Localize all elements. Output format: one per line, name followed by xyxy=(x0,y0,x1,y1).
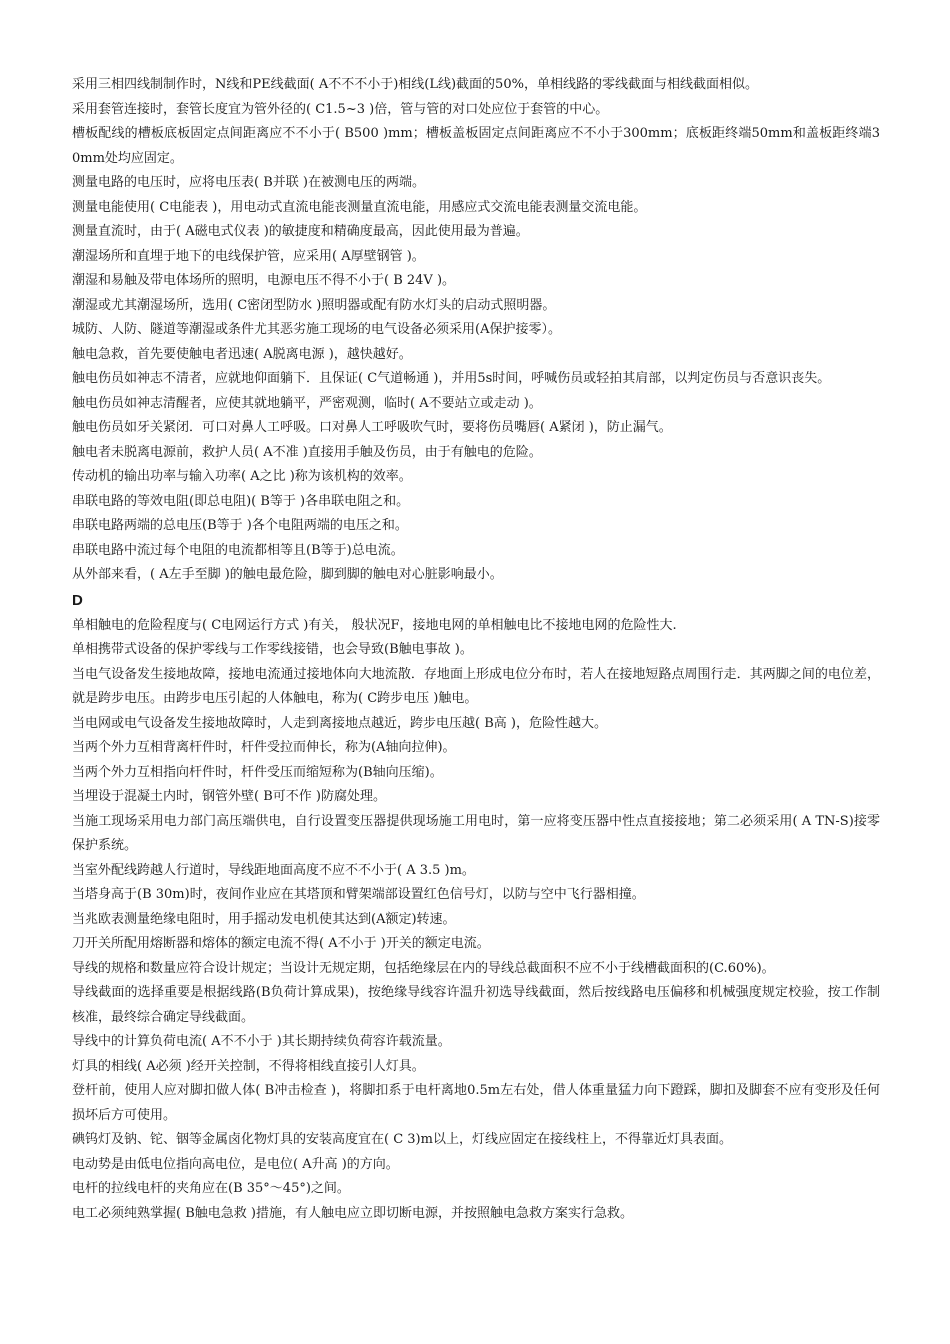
question-line: 当兆欧表测量绝缘电阻时，用手摇动发电机使其达到(A额定)转速。 xyxy=(72,911,456,927)
question-line: 电工必须纯熟掌握( B触电急救 )措施，有人触电应立即切断电源，并按照触电急救方案实行急救。 xyxy=(72,1205,633,1221)
question-line: 传动机的输出功率与输入功率( A之比 )称为该机构的效率。 xyxy=(72,469,412,484)
question-line: 单相触电的危险程度与( C电网运行方式 )有关， 般状况F，接地电网的单相触电比不接地电网的危险性大. xyxy=(72,617,677,633)
question-line: 测量电路的电压时，应将电压表( B并联 )在被测电压的两端。 xyxy=(72,175,425,190)
question-line: 采用三相四线制制作时，N线和PE线截面( A不不不小于)相线(L线)截面的50%，单相线路的零线截面与相线截面相似。 xyxy=(72,77,758,92)
question-line: 测量直流时，由于( A磁电式仪表 )的敏捷度和精确度最高，因此使用最为普遍。 xyxy=(72,224,529,239)
question-line: 导线截面的选择重要是根据线路(B负荷计算成果)，按绝缘导线容许温升初选导线截面，然后按线路电压偏移和机械强度规定校验，按工作制核准，最终综合确定导线截面。 xyxy=(72,985,880,1025)
question-line: 当两个外力互相指向杆件时，杆件受压而缩短称为(B轴向压缩)。 xyxy=(72,764,443,780)
question-line: 当埋设于混凝土内时，钢管外壁( B可不作 )防腐处理。 xyxy=(72,789,386,804)
question-line: 触电者未脱离电源前，救护人员( A不准 )直接用手触及伤员，由于有触电的危险。 xyxy=(72,444,542,460)
question-line: 单相携带式设备的保护零线与工作零线接错，也会导致(B触电事故 )。 xyxy=(72,642,473,657)
question-line: 城防、人防、隧道等潮湿或条件尤其恶劣施工现场的电气设备必须采用(A保护接零）。 xyxy=(72,322,561,337)
question-line: 从外部来看，( A左手至脚 )的触电最危险，脚到脚的触电对心脏影响最小。 xyxy=(72,567,503,582)
question-line: 碘钨灯及钠、铊、铟等金属卤化物灯具的安装高度宜在( C 3)m以上，灯线应固定在接线柱上，不得靠近灯具表面。 xyxy=(72,1132,732,1147)
question-line: 触电伤员如神志不清者，应就地仰面躺下．且保证( C气道畅通 )，并用5s时间，呼喊伤员或轻拍其肩部，以判定伤员与否意识丧失。 xyxy=(72,371,831,386)
question-line: 当施工现场采用电力部门高压端供电，自行设置变压器提供现场施工用电时，第一应将变压器中性点直接接地；第二必须采用( A TN-S)接零保护系统。 xyxy=(72,813,880,853)
section-heading-d: D xyxy=(72,591,83,609)
question-line: 电动势是由低电位指向高电位，是电位( A升高 )的方向。 xyxy=(72,1156,399,1172)
question-line: 采用套管连接时，套管长度宜为管外径的( C1.5~3 )倍，管与管的对口处应位于套管的中心。 xyxy=(72,101,609,117)
question-line: 导线中的计算负荷电流( A不不小于 )其长期持续负荷容许载流量。 xyxy=(72,1034,451,1049)
question-line: 灯具的相线( A必须 )经开关控制，不得将相线直接引人灯具。 xyxy=(72,1058,425,1074)
question-line: 当电气设备发生接地故障，接地电流通过接地体向大地流散．存地面上形成电位分布时，若人在接地短路点周围行走．其两脚之间的电位差，就是跨步电压。由跨步电压引起的人体触电，称为( C跨步电压 )触电。 xyxy=(72,666,880,706)
question-line: 登杆前，使用人应对脚扣做人体( B冲击检查 )，将脚扣系于电杆离地0.5m左右处，借人体重量猛力向下蹬踩，脚扣及脚套不应有变形及任何损坏后方可使用。 xyxy=(72,1083,880,1123)
document-page xyxy=(72,73,880,1226)
question-line: 触电伤员如神志清醒者，应使其就地躺平，严密观测，临时( A不要站立或走动 )。 xyxy=(72,395,542,411)
question-line: 刀开关所配用熔断器和熔体的额定电流不得( A不小于 )开关的额定电流。 xyxy=(72,936,490,951)
question-line: 串联电路的等效电阻(即总电阻)( B等于 )各串联电阻之和。 xyxy=(72,493,410,509)
question-line: 触电急救，首先要使触电者迅速( A脱离电源 )，越快越好。 xyxy=(72,346,412,362)
question-line: 当塔身高于(B 30m)时，夜间作业应在其塔顶和臂架端部设置红色信号灯，以防与空中飞行器相撞。 xyxy=(72,887,645,902)
question-line: 当电网或电气设备发生接地故障时，人走到离接地点越近，跨步电压越( B高 )，危险性越大。 xyxy=(72,715,607,731)
question-line: 测量电能使用( C电能表 )，用电动式直流电能丧测量直流电能，用感应式交流电能表测量交流电能。 xyxy=(72,199,647,215)
question-line: 串联电路两端的总电压(B等于 )各个电阻两端的电压之和。 xyxy=(72,518,408,533)
question-line: 潮湿场所和直埋于地下的电线保护管，应采用( A厚壁钢管 )。 xyxy=(72,248,425,264)
question-line: 潮湿和易触及带电体场所的照明，电源电压不得不小于( B 24V )。 xyxy=(72,273,456,288)
question-line: 槽板配线的槽板底板固定点间距离应不不小于( B500 )mm；槽板盖板固定点间距离应不不小于300mm；底板距终端50mm和盖板距终端30mm处均应固定。 xyxy=(72,126,880,166)
question-line: 当室外配线跨越人行道时，导线距地面高度不应不不小于( A 3.5 )m。 xyxy=(72,862,475,878)
question-line: 电杆的拉线电杆的夹角应在(B 35°～45°)之间。 xyxy=(72,1181,350,1196)
question-line: 当两个外力互相背离杆件时，杆件受拉而伸长，称为(A轴向拉伸)。 xyxy=(72,740,456,755)
question-line: 导线的规格和数量应符合设计规定；当设计无规定期，包括绝缘层在内的导线总截面积不应不小于线槽截面积的(C.60%)。 xyxy=(72,960,775,976)
question-line: 触电伤员如牙关紧闭．可口对鼻人工呼吸。口对鼻人工呼吸吹气时，要将伤员嘴唇( A紧闭 )，防止漏气。 xyxy=(72,420,672,435)
question-line: 串联电路中流过每个电阻的电流都相等且(B等于)总电流。 xyxy=(72,542,404,558)
question-line: 潮湿或尤其潮湿场所，选用( C密闭型防水 )照明器或配有防水灯头的启动式照明器。 xyxy=(72,297,556,313)
